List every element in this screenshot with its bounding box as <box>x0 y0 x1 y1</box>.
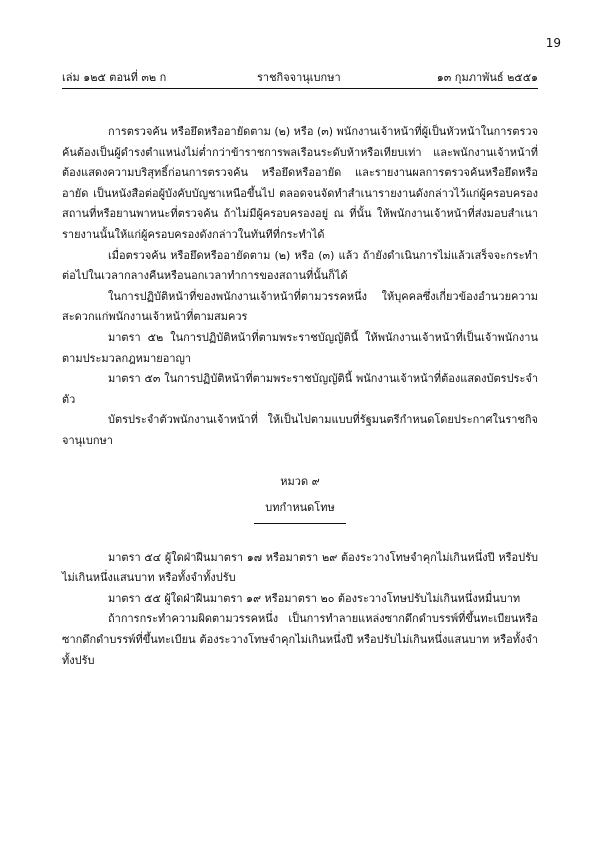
issue-number: เล่ม ๑๒๕ ตอนที่ ๓๒ ก <box>62 71 167 84</box>
section-55: มาตรา ๕๕ ผู้ใดฝ่าฝืนมาตรา ๑๙ หรือมาตรา ๒๐ ต้องระวางโทษปรับไม่เกินหนึ่งหมื่นบาท <box>108 591 521 605</box>
header-rule <box>62 88 538 89</box>
paragraph: ในการปฏิบัติหน้าที่ของพนักงานเจ้าหน้าที่ตามวรรคหนึ่ง ให้บุคคลซึ่งเกี่ยวข้องอำนวยความสะดวกแก่พนักงานเจ้าหน้าที่ตามสมควร <box>62 289 538 324</box>
paragraph: การตรวจค้น หรือยึดหรืออายัดตาม (๒) หรือ (๓) พนักงานเจ้าหน้าที่ผู้เป็นหัวหน้าในการตรวจค้นต้องเป็นผู้ดำรงตำแหน่งไม่ต่ำกว่าข้าราชการพลเรือนระดับห้าหรือเทียบเท่า และพนักงานเจ้าหน้าที่ต้องแสดงความบริสุทธิ์ก่อนการตรวจค้น หรือยึดหรืออายัด และรายงานผลการตรวจค้นหรือยึดหรืออายัด เป็นหนังสือต่อผู้บังคับบัญชาเหนือขึ้นไป ตลอดจนจัดทำสำเนารายงานดังกล่าวไว้แก่ผู้ครอบครองสถานที่หรือยานพาหนะที่ตรวจค้น ถ้าไม่มีผู้ครอบครองอยู่ ณ ที่นั้น ให้พนักงานเจ้าหน้าที่ส่งมอบสำเนารายงานนั้นให้แก่ผู้ครอบครองดังกล่าวในทันทีที่กระทำได้ <box>62 125 539 241</box>
publication-date: ๑๓ กุมภาพันธ์ ๒๕๕๑ <box>436 71 538 84</box>
document-body <box>62 122 538 671</box>
paragraph: ถ้าการกระทำความผิดตามวรรคหนึ่ง เป็นการทำลายแหล่งซากดึกดำบรรพ์ที่ขึ้นทะเบียนหรือซากดึกดำบรรพ์ที่ขึ้นทะเบียน ต้องระวางโทษจำคุกไม่เกินหนึ่งปี หรือปรับไม่เกินหนึ่งแสนบาท หรือทั้งจำทั้งปรับ <box>62 612 538 667</box>
section-53: มาตรา ๕๓ ในการปฏิบัติหน้าที่ตามพระราชบัญญัตินี้ พนักงานเจ้าหน้าที่ต้องแสดงบัตรประจำตัว <box>62 372 538 406</box>
paragraph: เมื่อตรวจค้น หรือยึดหรืออายัดตาม (๒) หรือ (๓) แล้ว ถ้ายังดำเนินการไม่แล้วเสร็จจะกระทำต่อไปในเวลากลางคืนหรือนอกเวลาทำการของสถานที่นั้นก็ได้ <box>62 248 538 283</box>
gazette-title: ราชกิจจานุเบกษา <box>257 71 341 84</box>
chapter-divider <box>254 523 346 524</box>
section-54: มาตรา ๕๔ ผู้ใดฝ่าฝืนมาตรา ๑๗ หรือมาตรา ๒๙ ต้องระวางโทษจำคุกไม่เกินหนึ่งปี หรือปรับไม่เกินหนึ่งแสนบาท หรือทั้งจำทั้งปรับ <box>62 550 538 585</box>
chapter-number: หมวด ๙ <box>280 474 320 488</box>
page-number: 19 <box>545 36 561 50</box>
gazette-header <box>62 68 538 84</box>
chapter-title: บทกำหนดโทษ <box>265 501 335 515</box>
section-52: มาตรา ๕๒ ในการปฏิบัติหน้าที่ตามพระราชบัญญัตินี้ ให้พนักงานเจ้าหน้าที่เป็นเจ้าพนักงานตามประมวลกฎหมายอาญา <box>62 330 538 365</box>
paragraph: บัตรประจำตัวพนักงานเจ้าหน้าที่ ให้เป็นไปตามแบบที่รัฐมนตรีกำหนดโดยประกาศในราชกิจจานุเบกษา <box>62 413 538 447</box>
